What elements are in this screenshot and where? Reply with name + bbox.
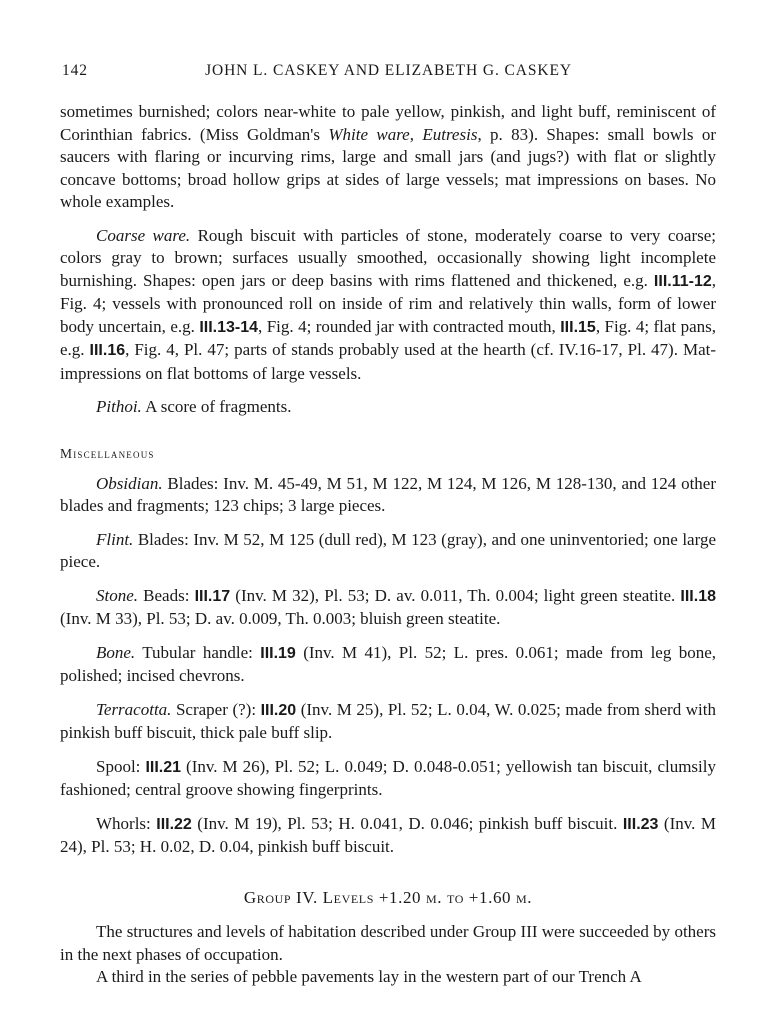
paragraph-fine-ware-continued: sometimes burnished; colors near-white to pale yellow, pinkish, and light buff, reminiscent of Corinthian fabrics. (Miss Goldman's White ware, Eutresis, p. 83). Shapes: small bowls or saucers with flaring or incurving rims, large and small jars (and jugs?) with flat or slightly concave bottoms; broad hollow grips at sides of large vessels; mat impressions on bases. No whole examples. — [60, 102, 716, 211]
paragraph-obsidian: Obsidian. Blades: Inv. M. 45-49, M 51, M 122, M 124, M 126, M 128-130, and 124 other blades and fragments; 123 chips; 3 large pieces. — [60, 473, 716, 515]
page-number: 142 — [62, 62, 88, 79]
paragraph-stone: Stone. Beads: III.17 (Inv. M 32), Pl. 53; D. av. 0.011, Th. 0.004; light green steatite. III.18 (Inv. M 33), Pl. 53; D. av. 0.009, Th. 0.003; bluish green steatite. — [60, 585, 716, 628]
section-label-miscellaneous: Miscellaneous — [60, 445, 155, 461]
paragraph-bone: Bone. Tubular handle: III.19 (Inv. M 41), Pl. 52; L. pres. 0.061; made from leg bone, polished; incised chevrons. — [60, 642, 717, 685]
paragraph-flint: Flint. Blades: Inv. M 52, M 125 (dull red), M 123 (gray), and one uninventoried; one large piece. — [60, 529, 716, 571]
paragraph-coarse-ware: Coarse ware. Rough biscuit with particles of stone, moderately coarse to very coarse; colors gray to brown; surfaces usually smoothed, occasionally showing light incomplete burnishing. Shapes: open jars or deep basins with rims flattened and thickened, e.g. III.11-12, Fig. 4; vessels with pronounced roll on inside of rim and relatively thin walls, form of lower body uncertain, e.g. III.13-14, Fig. 4; rounded jar with contracted mouth, III.15, Fig. 4; flat pans, e.g. III.16, Fig. 4, Pl. 47; parts of stands probably used at the hearth (cf. IV.16-17, Pl. 47). Mat-impressions on flat bottoms of large vessels. — [60, 225, 716, 383]
paragraph-whorls: Whorls: III.22 (Inv. M 19), Pl. 53; H. 0.041, D. 0.046; pinkish buff biscuit. III.23 (Inv. M 24), Pl. 53; H. 0.02, D. 0.04, pinkish buff biscuit. — [60, 813, 716, 856]
paragraph-pebble-pavements: A third in the series of pebble pavements lay in the western part of our Trench A — [96, 967, 642, 986]
section-heading-group-iv: Group IV. Levels +1.20 m. to +1.60 m. — [243, 887, 533, 907]
body-text — [60, 101, 716, 989]
paragraph-pithoi: Pithoi. A score of fragments. — [96, 397, 292, 416]
paragraph-terracotta: Terracotta. Scraper (?): III.20 (Inv. M 25), Pl. 52; L. 0.04, W. 0.025; made from sherd with pinkish buff biscuit, thick pale buff slip. — [60, 699, 716, 742]
running-head: JOHN L. CASKEY AND ELIZABETH G. CASKEY — [205, 62, 572, 79]
paragraph-group-iv-intro: The structures and levels of habitation described under Group III were succeeded by others in the next phases of occupation. — [60, 922, 716, 964]
paragraph-spool: Spool: III.21 (Inv. M 26), Pl. 52; L. 0.049; D. 0.048-0.051; yellowish tan biscuit, clumsily fashioned; central groove showing fingerprints. — [60, 756, 716, 799]
page-header — [0, 62, 777, 84]
